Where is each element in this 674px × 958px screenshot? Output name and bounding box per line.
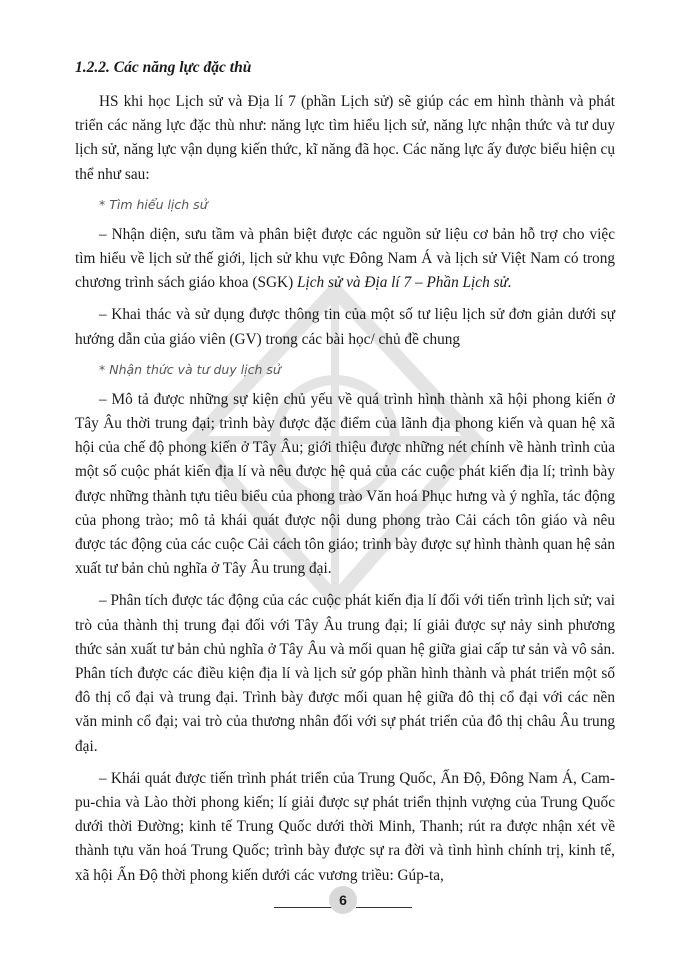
footer-rule-left [274,907,332,908]
subheading-tim-hieu: * Tìm hiểu lịch sử [99,196,208,212]
paragraph-text: – Nhận diện, sưu tầm và phân biệt được các nguồn sử liệu cơ bản hỗ trợ cho việc tìm hiểu về lịch sử thế giới, lịch sử khu vực Đông Nam Á và lịch sử Việt Nam có trong chương trình sách giáo khoa (SGK) [75,225,615,292]
paragraph-mo-ta: – Mô tả được những sự kiện chủ yếu về quá trình hình thành xã hội phong kiến ở Tây Âu thời trung đại; trình bày được đặc điểm của lãnh địa phong kiến và quan hệ xã hội của chế độ phong kiến ở Tây Âu; giới thiệu được những nét chính về hành trình của một số cuộc phát kiến địa lí và nêu được hệ quả của các cuộc phát kiến địa lí; trình bày được những thành tựu tiêu biểu của phong trào Văn hoá Phục hưng và ý nghĩa, tác động của phong trào; mô tả khái quát được nội dung phong trào Cải cách tôn giáo và nêu được tác động của các cuộc Cải cách tôn giáo; trình bày được sự hình thành quan hệ sản xuất tư bản chủ nghĩa ở Tây Âu trung đại. [75,390,615,578]
paragraph-khai-thac: – Khai thác và sử dụng được thông tin của một số tư liệu lịch sử đơn giản dưới sự hướng dẫn của giáo viên (GV) trong các bài học/ chủ đề chung [75,306,615,348]
page-number: 6 [329,886,357,914]
page-footer [0,886,674,916]
document-page [75,58,615,896]
paragraph-phan-tich: – Phân tích được tác động của các cuộc phát kiến địa lí đối với tiến trình lịch sử; vai trò của thành thị trung đại đối với Tây Âu trung đại; lí giải được sự nảy sinh phương thức sản xuất tư bản chủ nghĩa ở Tây Âu và mối quan hệ giữa giai cấp tư sản và vô sản. Phân tích được các điều kiện địa lí và lịch sử góp phần hình thành và phát triển một số đô thị cổ đại và trung đại. Trình bày được mối quan hệ giữa đô thị cổ đại với các nền văn minh cổ đại; vai trò của thương nhân đối với sự phát triển của đô thị châu Âu trung đại. [75,592,615,755]
paragraph-nguon-su-lieu [75,223,615,296]
subheading-nhan-thuc: * Nhận thức và tư duy lịch sử [99,361,281,377]
intro-paragraph: HS khi học Lịch sử và Địa lí 7 (phần Lịch sử) sẽ giúp các em hình thành và phát triển các năng lực đặc thù như: năng lực tìm hiểu lịch sử, năng lực nhận thức và tư duy lịch sử, năng lực vận dụng kiến thức, kĩ năng đã học. Các năng lực ấy được biểu hiện cụ thể như sau: [75,93,615,183]
paragraph-khai-quat: – Khái quát được tiến trình phát triển của Trung Quốc, Ấn Độ, Đông Nam Á, Cam-pu-chia và Lào thời phong kiến; lí giải được sự phát triển thịnh vượng của Trung Quốc dưới thời Đường; kinh tế Trung Quốc dưới thời Minh, Thanh; rút ra được nhận xét về thành tựu văn hoá Trung Quốc; trình bày được sự ra đời và tình hình chính trị, kinh tế, xã hội Ấn Độ thời phong kiến dưới các vương triều: Gúp-ta, [75,769,615,884]
section-heading: 1.2.2. Các năng lực đặc thù [75,59,252,76]
footer-rule-right [356,907,412,908]
textbook-title: Lịch sử và Địa lí 7 – Phần Lịch sử. [297,274,512,292]
